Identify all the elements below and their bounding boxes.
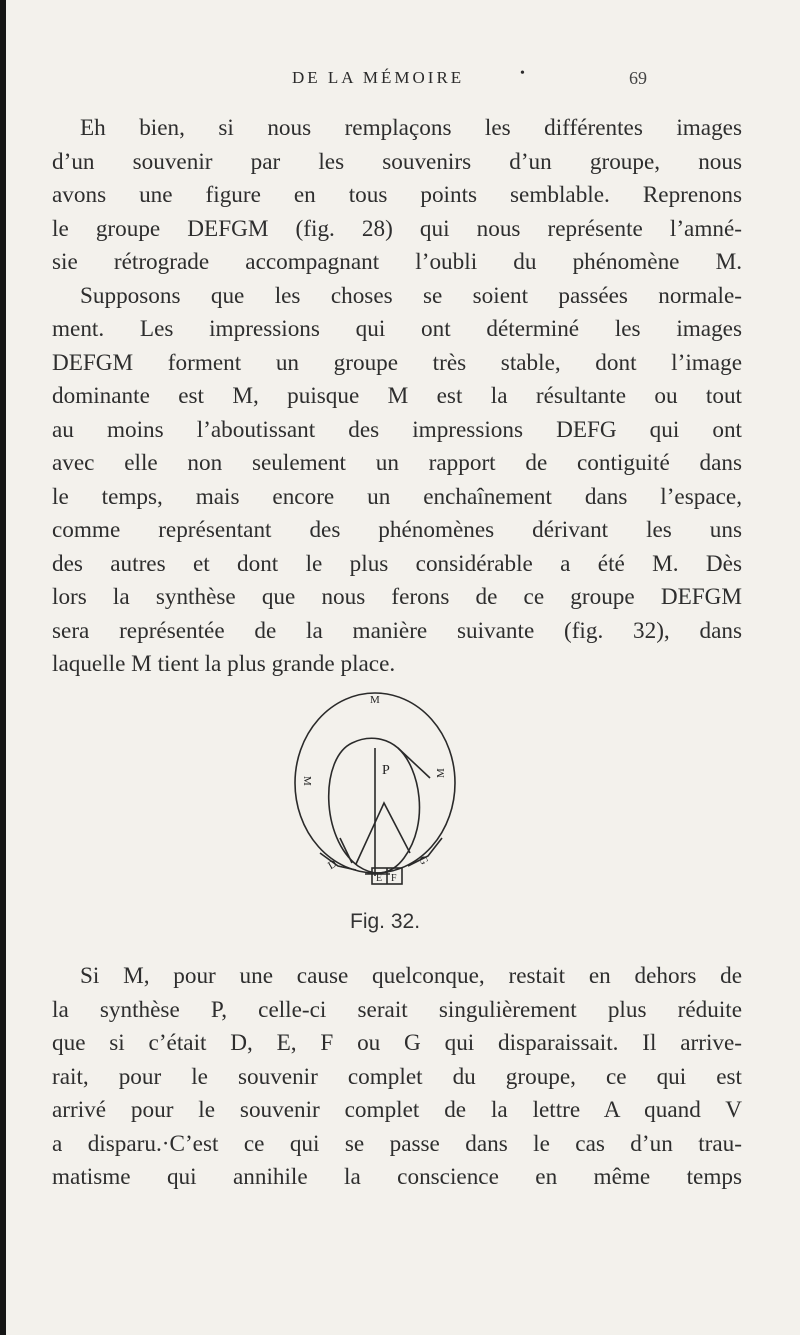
text-line: le temps, mais encore un enchaînement dans l’espace,	[52, 483, 742, 510]
text-line: rait, pour le souvenir complet du groupe, ce qui est	[52, 1063, 742, 1090]
figure-caption: Fig. 32.	[350, 910, 421, 933]
text-line: sera représentée de la manière suivante (fig. 32), dans	[52, 617, 742, 644]
text-line: dominante est M, puisque M est la résultante ou tout	[52, 383, 742, 409]
label-left-m: M	[301, 776, 313, 786]
text-line: le groupe DEFGM (fig. 28) qui nous représente l’amné-	[52, 215, 742, 242]
paragraph-2	[52, 960, 742, 1195]
text-line: laquelle M tient la plus grande place.	[52, 651, 396, 677]
label-d: D	[326, 857, 339, 873]
synthesis-diagram	[280, 688, 470, 903]
text-line: matisme qui annihile la conscience en même temps	[52, 1164, 742, 1190]
inner-wedge	[356, 803, 410, 864]
text-line: lors la synthèse que nous ferons de ce groupe DEFGM	[52, 584, 742, 610]
page-header	[0, 68, 800, 94]
label-f: F	[391, 873, 397, 884]
label-right-m: M	[435, 768, 447, 778]
header-mark: •	[520, 66, 528, 81]
text-line: la synthèse P, celle-ci serait singulièrement plus réduite	[52, 996, 742, 1023]
text-line: des autres et dont le plus considérable a été M. Dès	[52, 550, 742, 577]
text-line: que si c’était D, E, F ou G qui disparaissait. Il arrive-	[52, 1030, 742, 1056]
running-head: DE LA MÉMOIRE	[292, 68, 465, 87]
label-g: G	[415, 854, 431, 867]
label-top-m: M	[370, 694, 380, 706]
text-line: DEFGM forment un groupe très stable, dont l’image	[52, 349, 742, 376]
inner-stroke	[340, 838, 352, 863]
text-line: avec elle non seulement un rapport de contiguité dans	[52, 450, 742, 476]
text-line: sie rétrograde accompagnant l’oubli du phénomène M.	[52, 249, 742, 275]
page-number: 69	[629, 68, 647, 88]
dominant-m-region	[329, 738, 420, 873]
figure-32	[280, 688, 470, 903]
text-line: ment. Les impressions qui ont déterminé les images	[52, 316, 742, 342]
paragraph-1	[52, 112, 742, 682]
label-p: P	[382, 763, 390, 778]
text-line: comme représentant des phénomènes dérivant les uns	[52, 517, 742, 543]
page-edge-shadow	[0, 0, 6, 1335]
label-e: E	[376, 873, 383, 884]
text-line: Eh bien, si nous remplaçons les différentes images	[80, 115, 742, 141]
text-line: Si M, pour une cause quelconque, restait en dehors de	[80, 963, 742, 989]
text-line: a disparu.·C’est ce qui se passe dans le cas d’un trau-	[52, 1130, 742, 1157]
text-line: Supposons que les choses se soient passées normale-	[80, 282, 742, 309]
text-line: d’un souvenir par les souvenirs d’un groupe, nous	[52, 148, 742, 175]
text-line: au moins l’aboutissant des impressions DEFG qui ont	[52, 416, 742, 443]
text-line: arrivé pour le souvenir complet de la lettre A quand V	[52, 1097, 742, 1123]
text-line: avons une figure en tous points semblable. Reprenons	[52, 182, 742, 208]
